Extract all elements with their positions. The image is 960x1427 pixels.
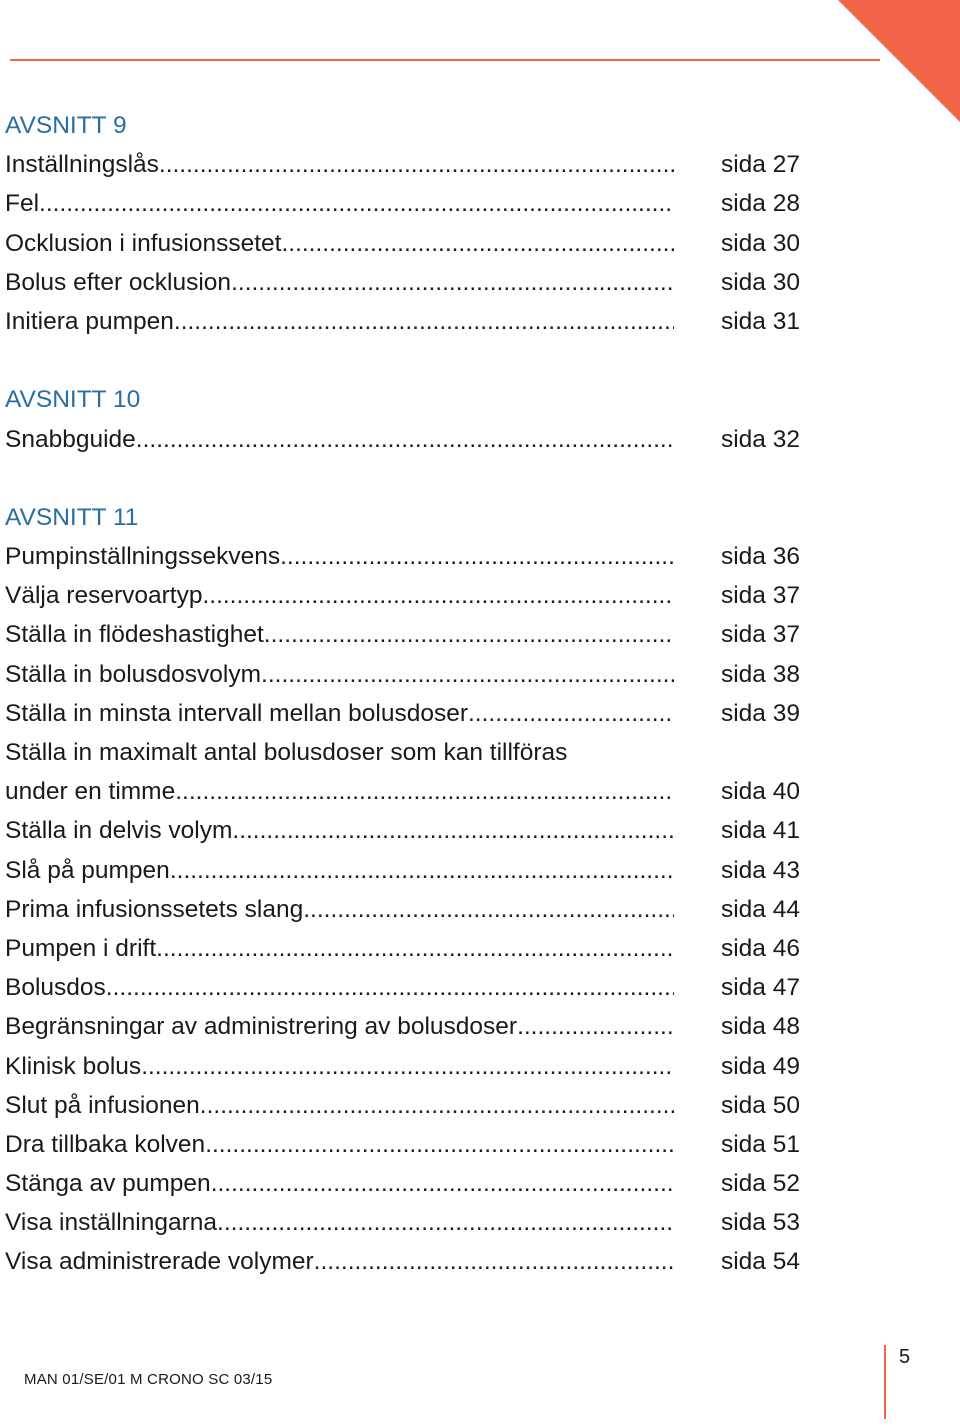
toc-entry-label: Snabbguide <box>5 425 136 453</box>
document-code: MAN 01/SE/01 M CRONO SC 03/15 <box>24 1371 273 1388</box>
toc-entry[interactable] <box>5 1047 800 1086</box>
toc-entry-label: Välja reservoartyp <box>5 582 203 610</box>
toc-entry-label: under en timme <box>5 778 176 806</box>
toc-entry-label: Ställa in delvis volym <box>5 817 233 845</box>
toc-entry-page: sida 32 <box>720 425 800 453</box>
toc-entry-page: sida 31 <box>720 307 800 335</box>
toc-entry-label: Ställa in minsta intervall mellan bolusdoser <box>5 699 468 727</box>
dot-leader <box>232 811 674 850</box>
toc-entry[interactable] <box>5 420 800 459</box>
toc-entry[interactable] <box>5 811 800 850</box>
dot-leader <box>261 655 674 694</box>
toc-entry-label: Dra tillbaka kolven <box>5 1130 206 1158</box>
dot-leader <box>468 694 674 733</box>
dot-leader <box>200 1086 674 1125</box>
toc-entry-label: Begränsningar av administrering av bolusdoser <box>5 1013 518 1041</box>
toc-entry-page: sida 30 <box>720 229 800 257</box>
toc-entry-label: Ställa in bolusdosvolym <box>5 660 262 688</box>
toc-entry-page: sida 53 <box>720 1209 800 1237</box>
toc-entry-page: sida 54 <box>720 1248 800 1276</box>
toc-entry-label: Slut på infusionen <box>5 1091 200 1119</box>
toc-entry[interactable] <box>5 302 800 341</box>
toc-entry-page: sida 39 <box>720 699 800 727</box>
toc-entry-label: Slå på pumpen <box>5 856 170 884</box>
toc-entry-label: Ställa in flödeshastighet <box>5 621 264 649</box>
toc-entry[interactable] <box>5 851 800 890</box>
toc-entry-label: Visa inställningarna <box>5 1209 218 1237</box>
toc-entry-label: Fel <box>5 190 40 218</box>
toc-entry-label: Klinisk bolus <box>5 1052 142 1080</box>
dot-leader <box>136 420 674 459</box>
dot-leader <box>202 576 674 615</box>
toc-entry-label-line1: Ställa in maximalt antal bolusdoser som kan tillföras <box>5 739 568 766</box>
table-of-contents <box>5 106 800 1282</box>
toc-entry[interactable] <box>5 1164 800 1203</box>
toc-entry-page: sida 49 <box>720 1052 800 1080</box>
corner-accent-triangle <box>838 0 960 122</box>
toc-entry-page: sida 50 <box>720 1091 800 1119</box>
toc-entry-label: Pumpen i drift <box>5 934 157 962</box>
dot-leader <box>303 890 674 929</box>
toc-entry[interactable] <box>5 1203 800 1242</box>
page-number: 5 <box>899 1346 911 1368</box>
toc-entry-label: Visa administrerade volymer <box>5 1248 314 1276</box>
toc-entry-page: sida 43 <box>720 856 800 884</box>
toc-entry-page: sida 28 <box>720 190 800 218</box>
footer-accent-rule <box>884 1345 886 1419</box>
toc-entry-label: Inställningslås <box>5 151 159 179</box>
toc-entry[interactable] <box>5 263 800 302</box>
section-heading: AVSNITT 10 <box>5 386 141 414</box>
toc-entry-page: sida 30 <box>720 268 800 296</box>
dot-leader <box>39 184 674 223</box>
toc-entry-label: Stänga av pumpen <box>5 1170 211 1198</box>
dot-leader <box>217 1203 674 1242</box>
toc-entry[interactable] <box>5 1086 800 1125</box>
dot-leader <box>264 615 674 654</box>
dot-leader <box>205 1125 674 1164</box>
toc-entry-label: Bolusdos <box>5 974 106 1002</box>
toc-entry[interactable] <box>5 224 800 263</box>
toc-entry[interactable] <box>5 537 800 576</box>
dot-leader <box>141 1047 674 1086</box>
toc-entry-page: sida 46 <box>720 934 800 962</box>
toc-entry-page: sida 36 <box>720 543 800 571</box>
dot-leader <box>281 224 674 263</box>
dot-leader <box>156 929 674 968</box>
toc-entry[interactable] <box>5 968 800 1007</box>
toc-entry-page: sida 37 <box>720 621 800 649</box>
dot-leader <box>159 145 674 184</box>
dot-leader <box>175 772 674 811</box>
header-accent-rule <box>10 59 880 61</box>
toc-entry[interactable] <box>5 1007 800 1046</box>
toc-entry-page: sida 48 <box>720 1013 800 1041</box>
section-heading: AVSNITT 11 <box>5 503 139 531</box>
toc-entry-page: sida 40 <box>720 778 800 806</box>
toc-entry-page: sida 52 <box>720 1170 800 1198</box>
toc-entry-page: sida 51 <box>720 1130 800 1158</box>
toc-entry[interactable] <box>5 184 800 223</box>
toc-entry-page: sida 44 <box>720 895 800 923</box>
toc-entry-label: Prima infusionssetets slang <box>5 895 304 923</box>
dot-leader <box>170 851 674 890</box>
toc-entry[interactable] <box>5 929 800 968</box>
toc-entry[interactable] <box>5 694 800 733</box>
toc-entry-page: sida 27 <box>720 151 800 179</box>
toc-entry-page: sida 47 <box>720 974 800 1002</box>
dot-leader <box>174 302 674 341</box>
dot-leader <box>280 537 674 576</box>
section-heading: AVSNITT 9 <box>5 112 127 139</box>
toc-entry[interactable] <box>5 576 800 615</box>
toc-entry-label: Bolus efter ocklusion <box>5 268 232 296</box>
toc-entry[interactable] <box>5 1242 800 1281</box>
dot-leader <box>517 1007 674 1046</box>
toc-entry[interactable] <box>5 145 800 184</box>
toc-entry-page: sida 41 <box>720 817 800 845</box>
toc-entry-page: sida 38 <box>720 660 800 688</box>
toc-entry-label: Pumpinställningssekvens <box>5 543 281 571</box>
toc-entry-label: Ocklusion i infusionssetet <box>5 229 282 257</box>
dot-leader <box>211 1164 674 1203</box>
toc-entry-label: Initiera pumpen <box>5 307 174 335</box>
toc-entry[interactable] <box>5 655 800 694</box>
dot-leader <box>106 968 674 1007</box>
dot-leader <box>314 1242 674 1281</box>
toc-entry[interactable] <box>5 890 800 929</box>
toc-entry-page: sida 37 <box>720 582 800 610</box>
toc-entry[interactable] <box>5 615 800 654</box>
toc-entry[interactable] <box>5 772 800 811</box>
toc-entry[interactable] <box>5 1125 800 1164</box>
dot-leader <box>231 263 674 302</box>
